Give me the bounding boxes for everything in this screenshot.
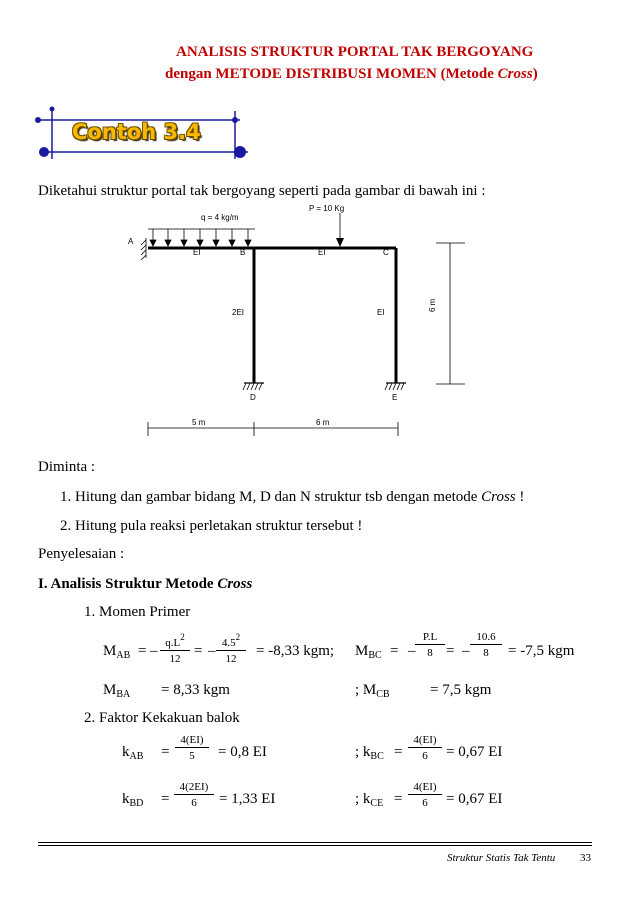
label-node-e: E	[392, 393, 398, 402]
kab-fraction	[175, 733, 209, 764]
mbc-fraction-1-num: P.L	[415, 630, 445, 645]
label-node-c: C	[383, 248, 389, 257]
kbc-fraction	[408, 733, 442, 764]
mbc-fraction-2-den: 8	[483, 647, 489, 659]
label-height: 6 m	[428, 298, 437, 312]
mbc-label: $M_{BC}$	[355, 643, 382, 661]
mab-equals-2: =	[194, 643, 203, 659]
kbd-sub: BD	[129, 798, 144, 809]
label-ei-bc: EI	[318, 248, 326, 257]
mab-fraction-1	[160, 630, 190, 667]
kbd-fraction	[174, 780, 214, 811]
mcb-label: ; $M_{CB}$	[355, 682, 390, 700]
mba-result: = 8,33 kgm	[161, 682, 230, 698]
support-d	[243, 383, 264, 390]
asked-item-1-italic: Cross	[481, 489, 516, 505]
kab-result: = 0,8 EI	[218, 744, 267, 760]
header-subtitle-main: dengan METODE DISTRIBUSI MOMEN (Metode	[165, 66, 498, 82]
kbd-label: $k_{BD}$	[122, 791, 144, 809]
asked-item-1-text: 1. Hitung dan gambar bidang M, D dan N struktur tsb dengan metode	[60, 489, 482, 505]
height-dimension	[436, 243, 465, 384]
label-ei-ab: EI	[193, 248, 201, 257]
mbc-equals-2: =	[446, 643, 455, 659]
kab-sub: AB	[129, 751, 144, 762]
mbc-equals: =	[390, 643, 399, 659]
mbc-minus-1: –	[408, 643, 416, 659]
mab-equals: =	[138, 643, 147, 659]
asked-item-2: 2. Hitung pula reaksi perletakan struktur tersebut !	[60, 518, 363, 534]
footer-rule	[38, 842, 592, 843]
page-number: 33	[580, 852, 591, 864]
intro-text: Diketahui struktur portal tak bergoyang seperti pada gambar di bawah ini :	[38, 183, 486, 199]
kbd-equals: =	[161, 791, 170, 807]
kab-fraction-num: 4(EI)	[175, 733, 209, 748]
mab-fraction-2-den: 12	[225, 653, 237, 665]
mbc-result: = -7,5 kgm	[508, 643, 575, 659]
kbd-fraction-num: 4(2EI)	[174, 780, 214, 795]
kbc-fraction-num: 4(EI)	[408, 733, 442, 748]
mcb-result: = 7,5 kgm	[430, 682, 492, 698]
mba-label: $M_{BA}$	[103, 682, 131, 700]
footer-text: Struktur Statis Tak Tentu	[447, 852, 556, 864]
header-subtitle-italic: Cross	[497, 66, 533, 82]
mba-sub: BA	[116, 689, 131, 700]
header-subtitle-end: )	[532, 66, 538, 82]
label-span1: 5 m	[192, 418, 206, 427]
distributed-load-arrows	[150, 229, 251, 246]
label-ei-bd: 2EI	[232, 308, 245, 317]
kce-label: ; $k_{CE}$	[355, 791, 384, 809]
kbc-result: = 0,67 EI	[446, 744, 503, 760]
mab-result: = -8,33 kgm;	[256, 643, 335, 659]
asked-title: Diminta :	[38, 459, 96, 475]
mab-sub: AB	[116, 650, 131, 661]
mbc-fraction-2-num: 10.6	[470, 630, 502, 645]
kab-equals: =	[161, 744, 170, 760]
kbc-equals: =	[394, 744, 403, 760]
section-title	[38, 576, 252, 593]
asked-item-1-end: !	[515, 489, 525, 505]
kbd-result: = 1,33 EI	[219, 791, 276, 807]
kab-fraction-den: 5	[189, 750, 195, 762]
mab-fraction-2	[216, 630, 246, 667]
step-2-title: 2. Faktor Kekakuan balok	[84, 710, 240, 726]
solution-title: Penyelesaian :	[38, 546, 125, 562]
label-node-b: B	[240, 248, 246, 257]
mbc-fraction-1-den: 8	[427, 647, 433, 659]
header-title: ANALISIS STRUKTUR PORTAL TAK BERGOYANG	[176, 44, 534, 60]
label-load-q: q = 4 kg/m	[201, 213, 239, 222]
kce-fraction-den: 6	[422, 797, 428, 809]
mbc-sub: BC	[368, 650, 382, 661]
mab-fraction-1-num: $q.L^2$	[160, 630, 190, 651]
kce-fraction	[408, 780, 442, 811]
label-load-p: P = 10 Kg	[309, 204, 345, 213]
kce-result: = 0,67 EI	[446, 791, 503, 807]
mab-minus-1: –	[150, 643, 158, 659]
support-a	[141, 238, 146, 260]
banner-title: Contoh 3.4	[72, 120, 201, 144]
kbc-label: ; $k_{BC}$	[355, 744, 384, 762]
label-node-d: D	[250, 393, 256, 402]
support-e	[385, 383, 406, 390]
label-node-a: A	[128, 237, 134, 246]
label-ei-ce: EI	[377, 308, 385, 317]
mcb-sub: CB	[376, 689, 390, 700]
section-title-italic: Cross	[217, 576, 253, 592]
asked-item-1	[60, 489, 524, 506]
footer-rule-2	[38, 845, 592, 846]
mab-fraction-2-num: $4.5^2$	[216, 630, 246, 651]
kbc-sub: BC	[370, 751, 384, 762]
kbd-fraction-den: 6	[191, 797, 197, 809]
mab-fraction-1-den: 12	[169, 653, 181, 665]
span-dimension	[148, 422, 398, 436]
kbc-fraction-den: 6	[422, 750, 428, 762]
kce-fraction-num: 4(EI)	[408, 780, 442, 795]
kab-label: $k_{AB}$	[122, 744, 144, 762]
point-load-arrow	[336, 213, 344, 247]
label-span2: 6 m	[316, 418, 330, 427]
kce-equals: =	[394, 791, 403, 807]
mab-label: $M_{AB}$	[103, 643, 131, 661]
step-1-title: 1. Momen Primer	[84, 604, 191, 620]
section-title-text: I. Analisis Struktur Metode	[38, 576, 218, 592]
mab-minus-2: –	[208, 643, 216, 659]
kce-sub: CE	[370, 798, 384, 809]
mbc-fraction-1	[415, 630, 445, 661]
mbc-minus-2: –	[462, 643, 470, 659]
mbc-fraction-2	[470, 630, 502, 661]
